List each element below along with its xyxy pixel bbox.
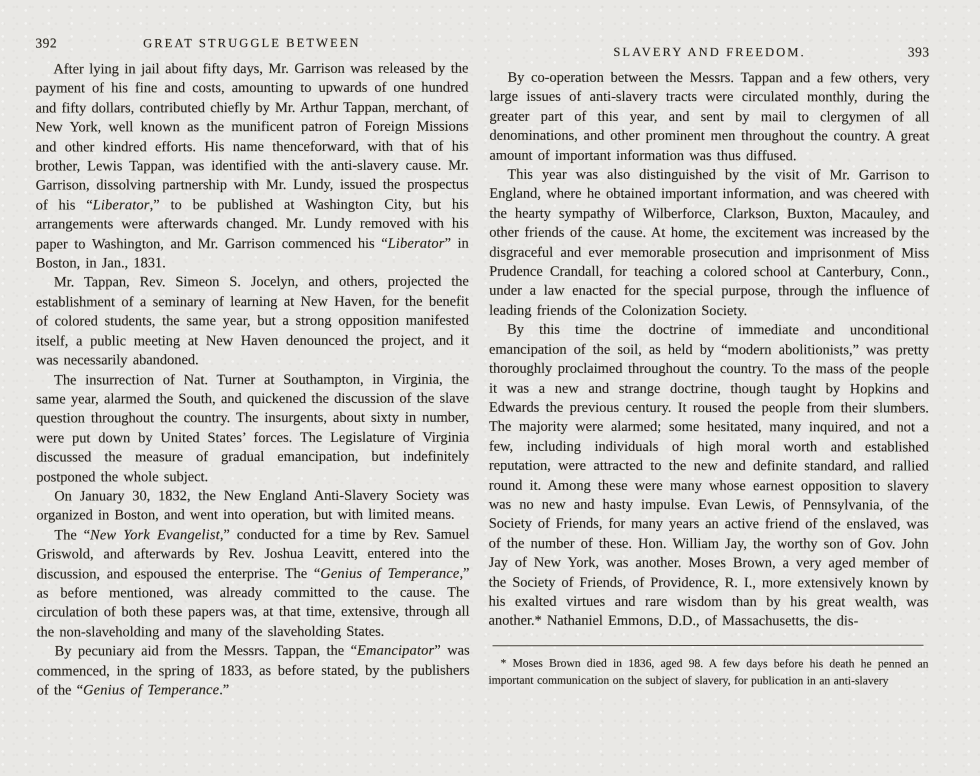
page-right [488,44,929,690]
italic-title: Emancipator [356,642,435,659]
page-header-left [35,35,468,52]
paragraph: This year was also distinguished by the visit of Mr. Garrison to England, where he obtained important information, and was cheered with the hearty sympathy of Wilberforce, Clarkson, Buxton, Macauley, and other friends of the cause. At home, the excitement was increased by the disgraceful and ever memorable prosecution and imprisonment of Miss Prudence Crandall, for teaching a colored school at Canterbury, Conn., under a law enacted for the special purpose, through the influence of leading friends of the Colonization Society. [489,166,930,319]
paragraph: By this time the doctrine of immediate and unconditional emancipation of the soil, as held by “modern abolitionists,” was pretty thoroughly proclaimed throughout the country. To the mass of the people it was a new and strange doctrine, though taught by Hopkins and Edwards the previous century. It roused the people from their slumbers. The majority were alarmed; some hesitated, many inquired, and not a few, including individuals of high moral worth and established reputation, were attracted to the new and definite standard, and rallied round it. Among these were many whose earnest opposition to slavery was no new and hasty impulse. Evan Lewis, of Pennsylvania, of the Society of Friends, for many years an active friend of the enslaved, was of the number of these. Hon. William Jay, the worthy son of Gov. John Jay of New York, was another. Moses Brown, a very aged member of the Society of Friends, of Providence, R. I., more extensively known by his exalted virtues and rare wisdom than by his great wealth, was another.* Nathaniel Emmons, D.D., of Massachusetts, the dis- [488,321,930,630]
italic-title: New York Evangelist [90,526,220,544]
paragraph: Mr. Tappan, Rev. Simeon S. Jocelyn, and others, projected the establishment of a seminary of learning at New Haven, for the benefit of colored students, the same year, but a strong opposition manifested itself, a public meeting at New Haven denounced the project, and it was necessarily abandoned. [35,274,469,369]
running-head-left: GREAT STRUGGLE BETWEEN [143,35,361,51]
page-body-left [35,60,469,701]
italic-title: Genius of Temperance [83,682,220,699]
page-number-right: 393 [907,44,930,60]
footnote-rule [493,644,924,646]
paragraph: After lying in jail about fifty days, Mr. Garrison was released by the payment of his fine and costs, amounting to upwards of one hundred and fifty dollars, contributed chiefly by Mr. Arthur Tappan, merchant, of New York, well known as the munificent patron of Foreign Missions and other kindred efforts. His name thenceforward, with that of his brother, Lewis Tappan, was identified with the anti-slavery cause. Mr. Garrison, dissolving partnership with Mr. Lundy, issued the prospectus of his “Liberator,” to be published at Washington City, but his arrangements were afterwards changed. Mr. Lundy removed with his paper to Washington, and Mr. Garrison commenced his “Liberator” in Boston, in Jan., 1831. [35,60,469,272]
paragraph: On January 30, 1832, the New England Anti-Slavery Society was organized in Boston, and went into operation, but with limited means. [36,487,470,524]
page-number-left: 392 [35,35,58,51]
page-body-right [489,69,930,633]
page-header-right [490,44,930,61]
paragraph: The insurrection of Nat. Turner at Southampton, in Virginia, the same year, alarmed the South, and quickened the discussion of the slave question throughout the country. The insurgents, about sixty in number, were put down by United States’ forces. The Legislature of Virginia discussed the measure of gradual emancipation, but indefinitely postponed the whole subject. [36,371,470,485]
paragraph: By pecuniary aid from the Messrs. Tappan, the “Emancipator” was commenced, in the spring of 1833, as before stated, by the publishers of the “Genius of Temperance.” [36,642,470,699]
page-left [35,35,469,701]
footnote-text: * Moses Brown died in 1836, aged 98. A few days before his death he penned an important communication on the subject of slavery, for publication in an anti-slavery [488,656,929,687]
paragraph: By co-operation between the Messrs. Tappan and a few others, very large issues of anti-slavery tracts were circulated monthly, during the greater part of this year, and sent by mail to clergymen of all denominations, and other prominent men throughout the country. A great amount of important information was thus diffused. [489,69,930,164]
italic-title: Liberator [387,235,445,252]
italic-title: Genius of Temperance [320,565,460,582]
running-head-right: SLAVERY AND FREEDOM. [613,44,806,60]
italic-title: Liberator [92,197,150,214]
paragraph: The “New York Evangelist,” conducted for a time by Rev. Samuel Griswold, and afterwards by Rev. Joshua Leavitt, entered into the discussion, and espoused the enterprise. The “Genius of Temperance,” as before mentioned, was already committed to the cause. The circulation of both these papers was, at that time, extensive, through all the non-slaveholding and many of the slaveholding States. [36,526,470,641]
